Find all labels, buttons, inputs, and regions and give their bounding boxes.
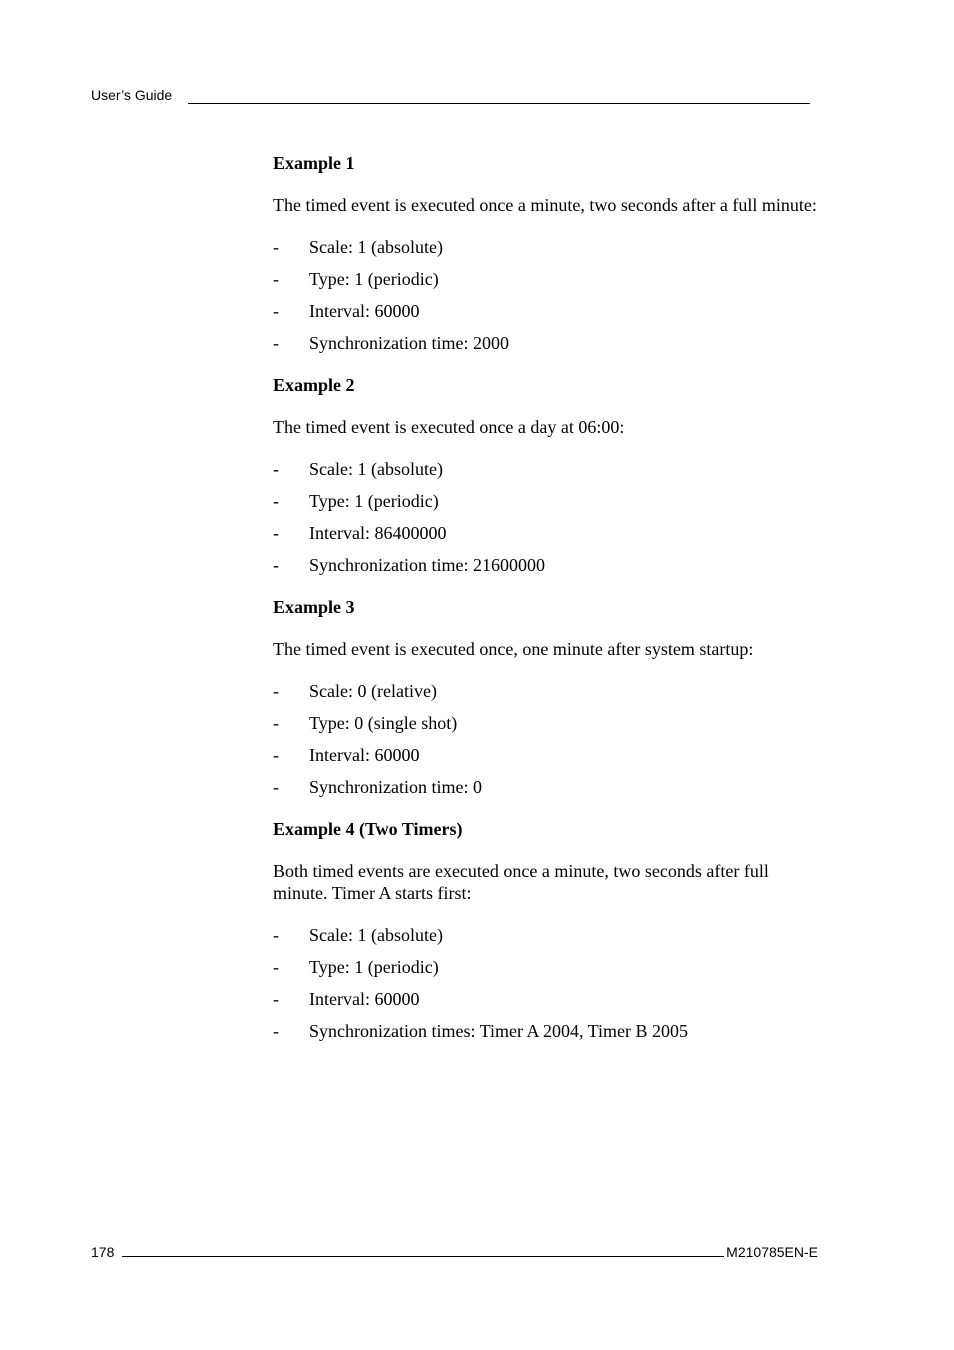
list-item-text: Interval: 60000 <box>309 301 420 321</box>
example-3-text: The timed event is executed once, one minute after system startup: <box>273 639 754 659</box>
list-item <box>273 776 818 798</box>
list-item-text: Interval: 60000 <box>309 989 420 1009</box>
list-item-text: Scale: 1 (absolute) <box>309 459 443 479</box>
list-item <box>273 332 818 354</box>
list-item-text: Synchronization time: 2000 <box>309 333 509 353</box>
bullet-dash: - <box>273 989 279 1009</box>
example-4-section <box>273 818 818 1042</box>
bullet-dash: - <box>273 491 279 511</box>
list-item <box>273 554 818 576</box>
example-4-text: Both timed events are executed once a minute, two seconds after full minute. Timer A starts first: <box>273 861 769 903</box>
bullet-dash: - <box>273 459 279 479</box>
list-item <box>273 712 818 734</box>
list-item-text: Synchronization times: Timer A 2004, Timer B 2005 <box>309 1021 689 1041</box>
page-footer <box>91 1243 818 1261</box>
list-item-text: Type: 1 (periodic) <box>309 491 439 511</box>
bullet-dash: - <box>273 745 279 765</box>
bullet-dash: - <box>273 777 279 797</box>
list-item <box>273 458 818 480</box>
header-title: User’s Guide <box>91 87 173 103</box>
bullet-dash: - <box>273 681 279 701</box>
list-item-text: Synchronization time: 21600000 <box>309 555 545 575</box>
list-item-text: Type: 1 (periodic) <box>309 957 439 977</box>
list-item-text: Type: 1 (periodic) <box>309 269 439 289</box>
list-item <box>273 268 818 290</box>
example-4-heading: Example 4 (Two Timers) <box>273 819 463 839</box>
example-1-section <box>273 152 818 354</box>
list-item-text: Synchronization time: 0 <box>309 777 482 797</box>
list-item <box>273 924 818 946</box>
list-item <box>273 956 818 978</box>
list-item <box>273 490 818 512</box>
list-item-text: Scale: 1 (absolute) <box>309 237 443 257</box>
list-item <box>273 522 818 544</box>
example-1-heading: Example 1 <box>273 153 355 173</box>
list-item-text: Interval: 60000 <box>309 745 420 765</box>
example-2-text: The timed event is executed once a day at 06:00: <box>273 417 625 437</box>
page-number: 178 <box>91 1244 115 1260</box>
example-2-list <box>273 458 818 576</box>
example-3-heading: Example 3 <box>273 597 355 617</box>
bullet-dash: - <box>273 237 279 257</box>
header-rule <box>188 90 810 104</box>
bullet-dash: - <box>273 957 279 977</box>
bullet-dash: - <box>273 269 279 289</box>
bullet-dash: - <box>273 523 279 543</box>
list-item <box>273 680 818 702</box>
example-1-list <box>273 236 818 354</box>
example-2-heading: Example 2 <box>273 375 355 395</box>
list-item <box>273 300 818 322</box>
list-item-text: Interval: 86400000 <box>309 523 447 543</box>
example-2-section <box>273 374 818 576</box>
list-item-text: Scale: 1 (absolute) <box>309 925 443 945</box>
bullet-dash: - <box>273 1021 279 1041</box>
bullet-dash: - <box>273 713 279 733</box>
document-id: M210785EN-E <box>726 1244 818 1260</box>
example-1-text: The timed event is executed once a minute, two seconds after a full minute: <box>273 195 817 215</box>
list-item <box>273 744 818 766</box>
bullet-dash: - <box>273 925 279 945</box>
list-item-text: Type: 0 (single shot) <box>309 713 458 733</box>
list-item <box>273 236 818 258</box>
example-4-list <box>273 924 818 1042</box>
list-item-text: Scale: 0 (relative) <box>309 681 437 701</box>
page-content <box>273 152 818 1062</box>
bullet-dash: - <box>273 333 279 353</box>
example-3-list <box>273 680 818 798</box>
list-item <box>273 1020 818 1042</box>
bullet-dash: - <box>273 555 279 575</box>
footer-rule <box>122 1243 724 1257</box>
bullet-dash: - <box>273 301 279 321</box>
example-3-section <box>273 596 818 798</box>
list-item <box>273 988 818 1010</box>
